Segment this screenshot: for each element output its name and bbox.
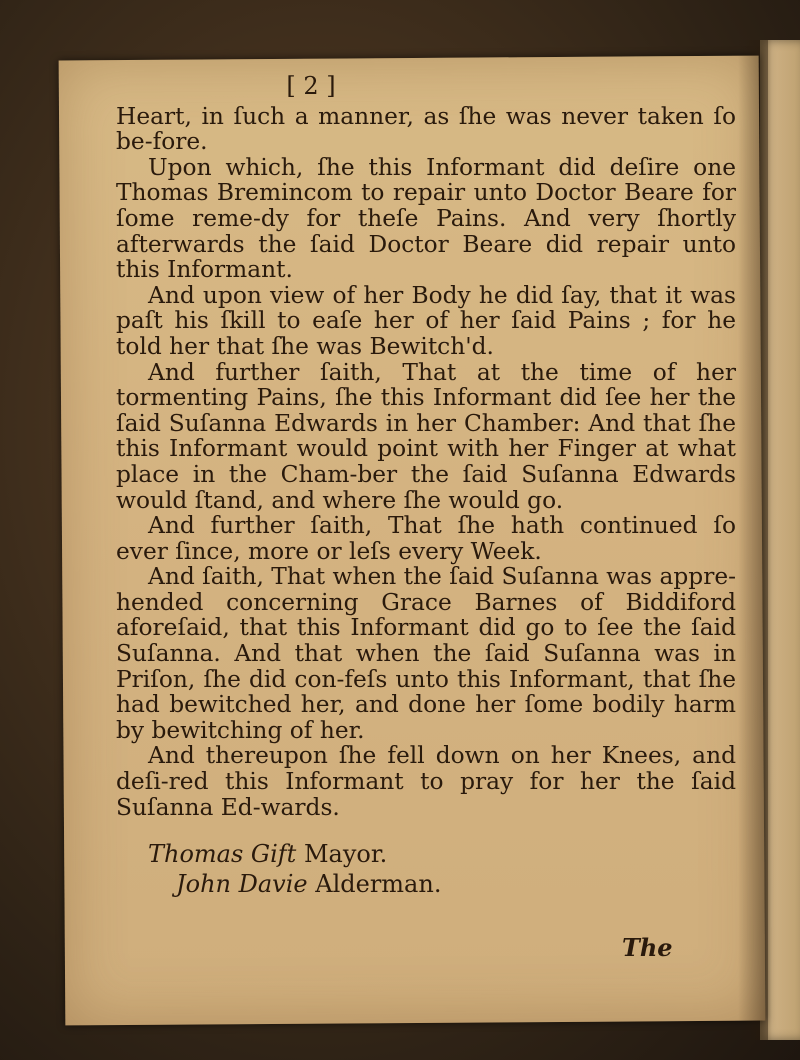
paragraph-6: And ſaith, That when the ſaid Suſanna was appre-hended concerning Grace Barnes of Biddiford aforeſaid, that this Informant did go to ſee the ſaid Suſanna. And that when the ſaid Suſanna was in Priſon, ſhe did con-feſs unto this Informant, that ſhe had bewitched her, and done her ſome bodily harm by bewitching of her. [116,563,736,744]
signature-name: John Davie [176,870,308,898]
catchword: The [622,933,673,962]
signature-name: Thomas Gift [148,840,297,868]
body-text [116,74,736,820]
signature-mayor [148,840,387,868]
paragraph-5: And further ſaith, That ſhe hath continued ſo ever ſince, more or leſs every Week. [116,512,736,565]
paragraph-3: And upon view of her Body he did ſay, that it was paſt his ſkill to eaſe her of her ſaid Pains ; for he told her that ſhe was Bewitch'd. [116,281,736,360]
page-number: [ 2 ] [286,72,336,100]
paragraph-7: And thereupon ſhe fell down on her Knees, and deſi-red this Informant to pray for her the ſaid Suſanna Ed-wards. [116,742,736,821]
paragraph-1: Heart, in ſuch a manner, as ſhe was never taken ſo be-fore. [116,102,736,156]
signature-alderman [176,870,441,898]
signature-title: Mayor. [303,840,388,868]
paragraph-4: And further ſaith, That at the time of her tormenting Pains, ſhe this Informant did ſee her the ſaid Suſanna Edwards in her Chamber: And that ſhe this Informant would point with her Finger at what place in the Cham-ber the ſaid Suſanna Edwards would ſtand, and where ſhe would go. [116,358,736,514]
gutter-shadow [738,40,768,1040]
paragraph-2: Upon which, ſhe this Informant did deſire one Thomas Bremincom to repair unto Doctor Beare for ſome reme-dy for theſe Pains. And very ſhortly afterwards the ſaid Doctor Beare did repair unto this Informant. [116,153,736,284]
signature-title: Alderman. [315,870,442,898]
